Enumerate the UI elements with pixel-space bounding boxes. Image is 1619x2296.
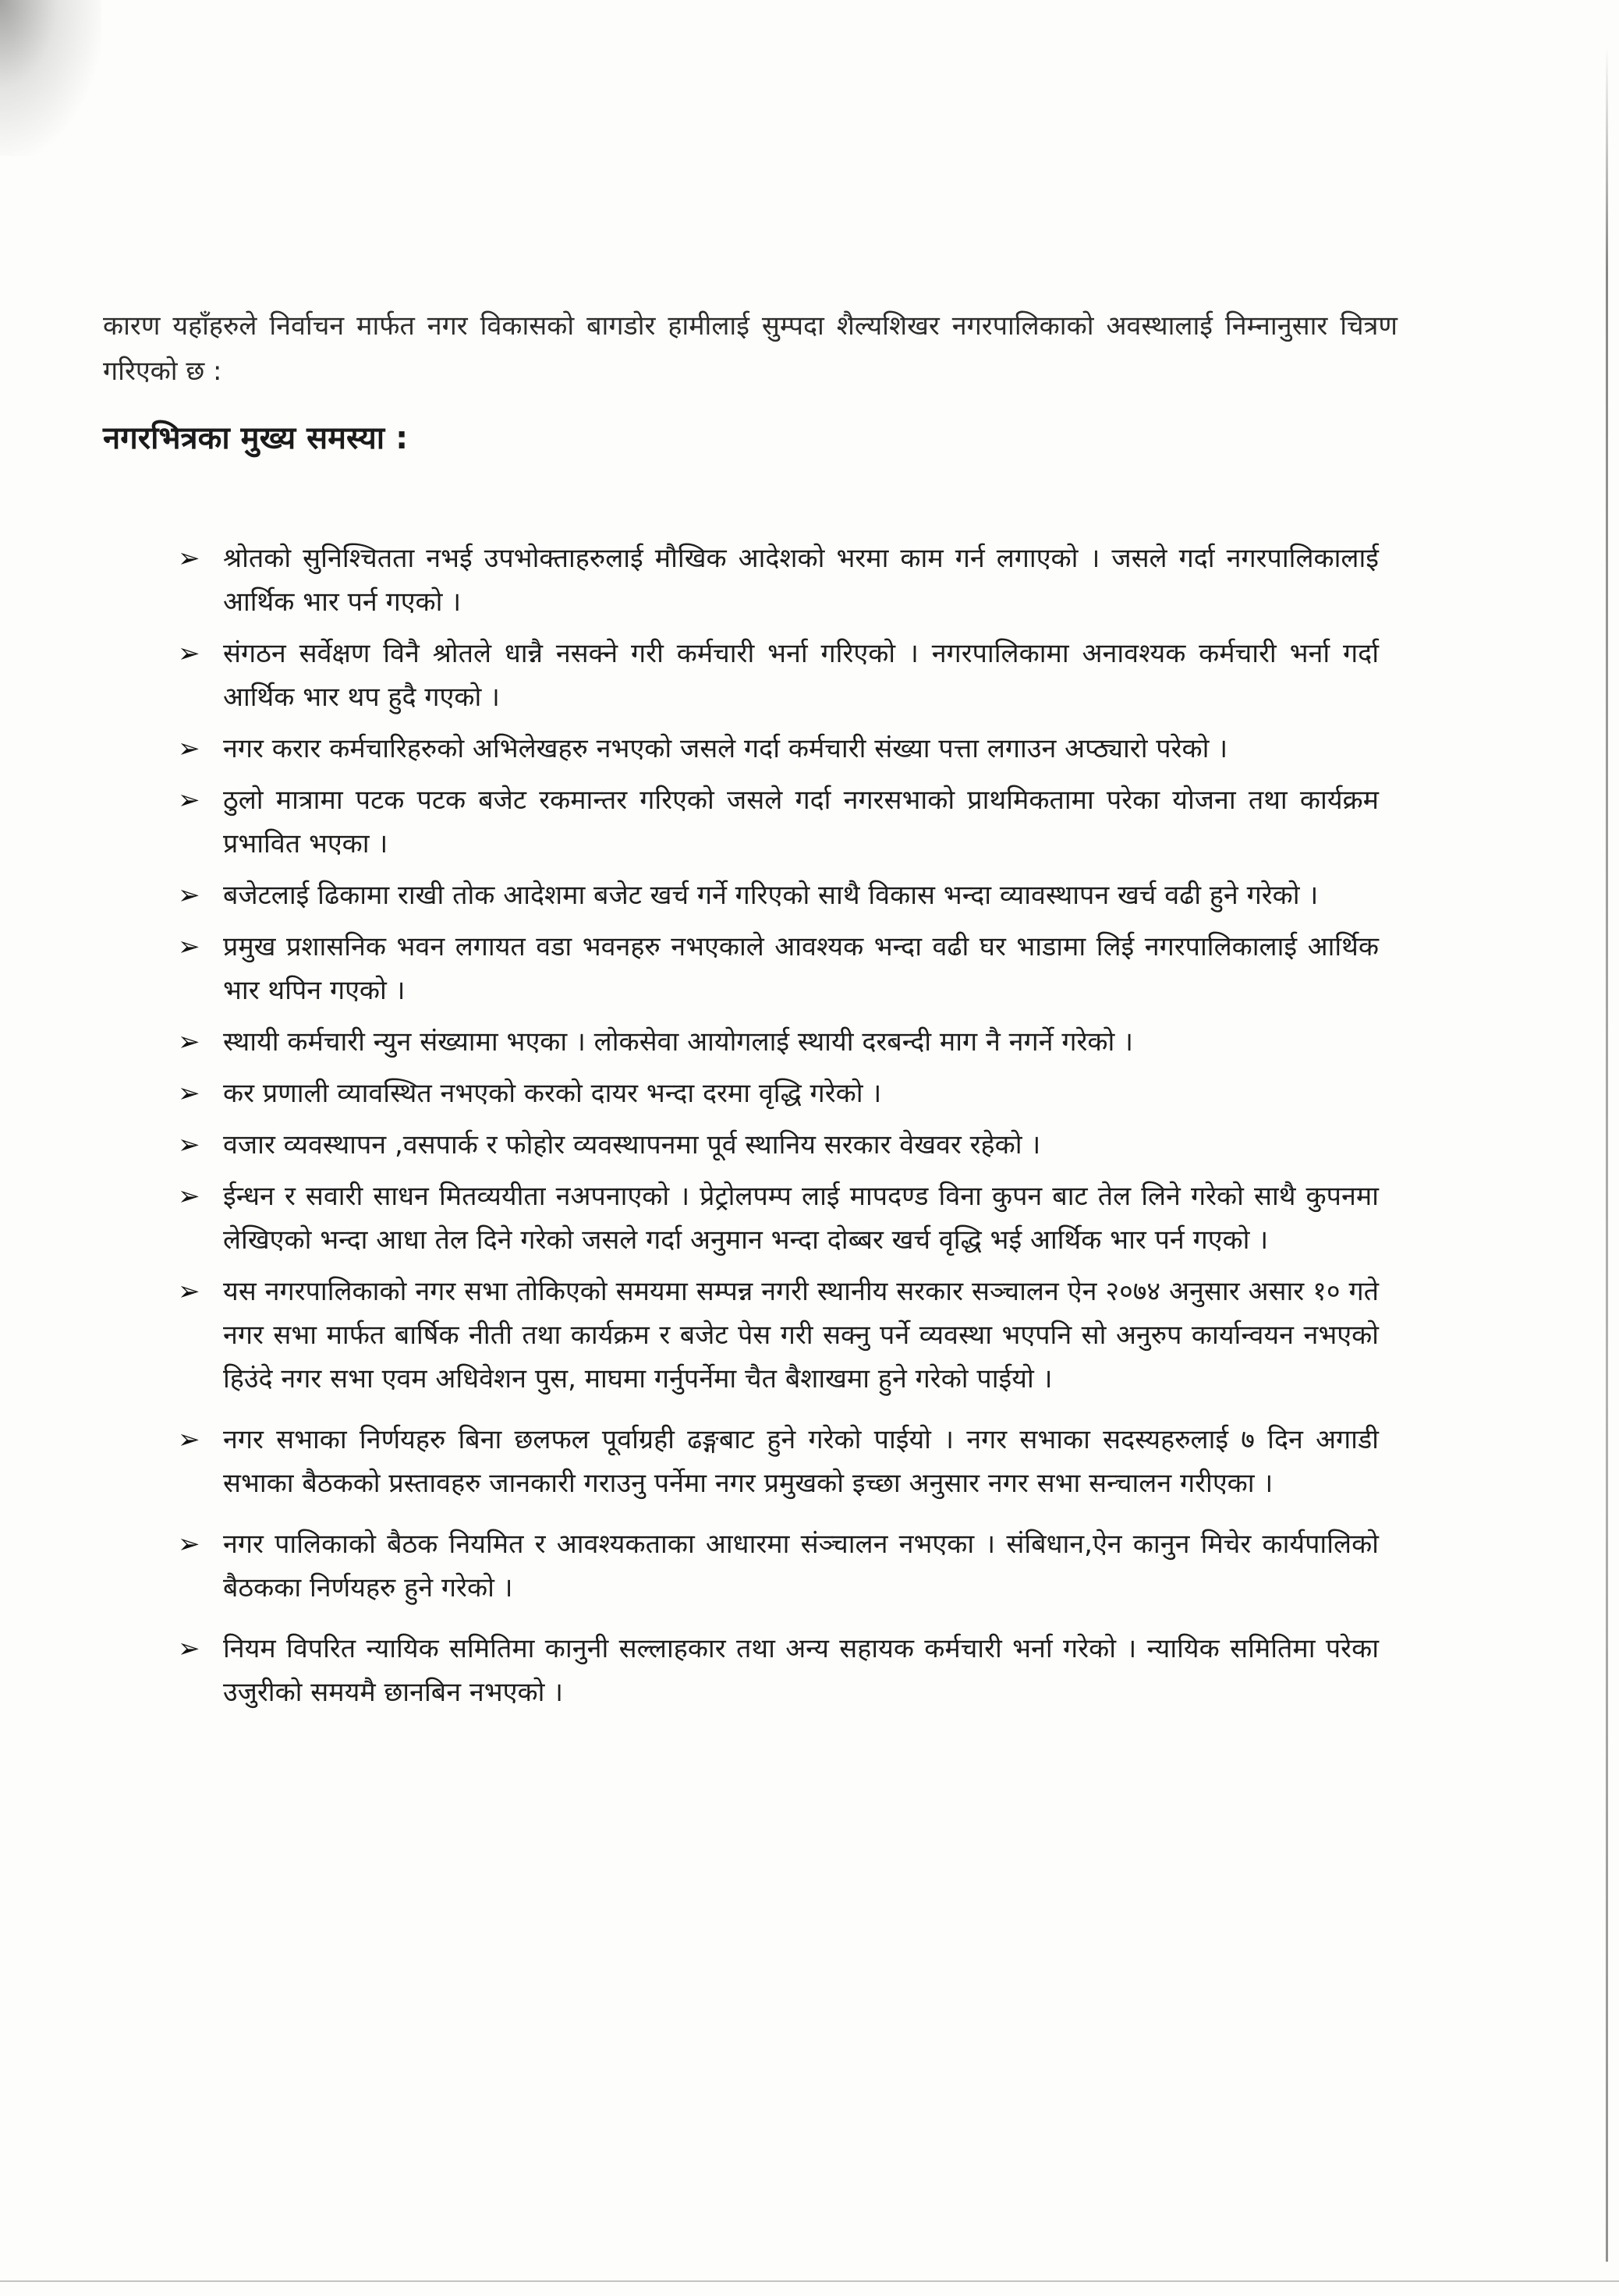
list-item-text: कर प्रणाली व्यावस्थित नभएको करको दायर भन्दा दरमा वृद्धि गरेको ।	[223, 1078, 882, 1109]
list-item-text: बजेटलाई ढिकामा राखी तोक आदेशमा बजेट खर्च गर्ने गरिएको साथै विकास भन्दा व्यावस्थापन खर्च वढी हुने गरेको ।	[223, 880, 1319, 911]
list-item	[178, 1418, 1379, 1505]
arrow-bullet-icon: ➢	[178, 1026, 200, 1058]
list-item-text: यस नगरपालिकाको नगर सभा तोकिएको समयमा सम्पन्न नगरी स्थानीय सरकार सञ्चालन ऐन २०७४ अनुसार असार १० गते नगर सभा मार्फत बार्षिक नीती तथा कार्यक्रम र बजेट पेस गरी सक्नु पर्ने व्यवस्था भएपनि सो अनुरुप कार्यान्वयन नभएको हिउंदे नगर सभा एवम अधिवेशन पुस, माघमा गर्नुपर्नेमा चैत बैशाखमा हुने गरेको पाईयो ।	[223, 1276, 1379, 1394]
arrow-bullet-icon: ➢	[178, 1181, 200, 1212]
scan-bottom-line	[0, 2280, 1619, 2282]
list-item-text: ठुलो मात्रामा पटक पटक बजेट रकमान्तर गरिएको जसले गर्दा नगरसभाको प्राथमिकतामा परेका योजना तथा कार्यक्रम प्रभावित भएका ।	[223, 785, 1379, 859]
list-item	[178, 1123, 1379, 1167]
list-item	[178, 1270, 1379, 1401]
list-item	[178, 1072, 1379, 1115]
arrow-bullet-icon: ➢	[178, 638, 200, 669]
list-item-text: स्थायी कर्मचारी न्युन संख्यामा भएका । लोकसेवा आयोगलाई स्थायी दरबन्दी माग नै नगर्ने गरेको ।	[223, 1026, 1133, 1058]
arrow-bullet-icon: ➢	[178, 880, 200, 911]
arrow-bullet-icon: ➢	[178, 543, 200, 574]
list-item	[178, 873, 1379, 917]
arrow-bullet-icon: ➢	[178, 931, 200, 962]
arrow-bullet-icon: ➢	[178, 1529, 200, 1560]
list-item-text: नगर करार कर्मचारिहरुको अभिलेखहरु नभएको जसले गर्दा कर्मचारी संख्या पत्ता लगाउन अप्ठ्यारो परेको ।	[223, 733, 1228, 764]
list-item-text: श्रोतको सुनिश्चितता नभई उपभोक्ताहरुलाई मौखिक आदेशको भरमा काम गर्न लगाएको । जसले गर्दा नगरपालिकालाई आर्थिक भार पर्न गएको ।	[223, 543, 1379, 618]
section-heading: नगरभित्रका मुख्य समस्या :	[103, 420, 409, 456]
scan-corner-smudge	[0, 0, 101, 156]
arrow-bullet-icon: ➢	[178, 1276, 200, 1307]
list-item	[178, 1175, 1379, 1262]
list-item-text: नगर सभाका निर्णयहरु बिना छलफल पूर्वाग्रही ढङ्गबाट हुने गरेको पाईयो । नगर सभाका सदस्यहरुलाई ७ दिन अगाडी सभाका बैठकको प्रस्तावहरु जानकारी गराउनु पर्नेमा नगर प्रमुखको इच्छा अनुसार नगर सभा सन्चालन गरीएका ।	[223, 1424, 1379, 1499]
arrow-bullet-icon: ➢	[178, 733, 200, 764]
list-item	[178, 925, 1379, 1012]
list-item-text: वजार व्यवस्थापन ,वसपार्क र फोहोर व्यवस्थापनमा पूर्व स्थानिय सरकार वेखवर रहेको ।	[223, 1129, 1041, 1160]
list-item	[178, 727, 1379, 771]
list-item	[178, 1627, 1379, 1714]
list-item-text: नियम विपरित न्यायिक समितिमा कानुनी सल्लाहकार तथा अन्य सहायक कर्मचारी भर्ना गरेको । न्यायिक समितिमा परेका उजुरीको समयमै छानबिन नभएको ।	[223, 1633, 1379, 1708]
list-item-text: ईन्धन र सवारी साधन मितव्ययीता नअपनाएको । प्रेट्रोलपम्प लाई मापदण्ड विना कुपन बाट तेल लिने गरेको साथै कुपनमा लेखिएको भन्दा आधा तेल दिने गरेको जसले गर्दा अनुमान भन्दा दोब्बर खर्च वृद्धि भई आर्थिक भार पर्न गएको ।	[223, 1181, 1379, 1256]
list-item	[178, 1020, 1379, 1064]
list-item	[178, 778, 1379, 866]
arrow-bullet-icon: ➢	[178, 1633, 200, 1664]
arrow-bullet-icon: ➢	[178, 1424, 200, 1455]
list-item	[178, 537, 1379, 624]
arrow-bullet-icon: ➢	[178, 1078, 200, 1109]
arrow-bullet-icon: ➢	[178, 785, 200, 816]
list-item	[178, 632, 1379, 719]
list-item-text: नगर पालिकाको बैठक नियमित र आवश्यकताका आधारमा संञ्चालन नभएका । संबिधान,ऐन कानुन मिचेर कार्यपालिको बैठकका निर्णयहरु हुने गरेको ।	[223, 1529, 1379, 1603]
problem-list	[178, 537, 1379, 1722]
scan-edge-line	[1606, 47, 1608, 2262]
list-item-text: प्रमुख प्रशासनिक भवन लगायत वडा भवनहरु नभएकाले आवश्यक भन्दा वढी घर भाडामा लिई नगरपालिकालाई आर्थिक भार थपिन गएको ।	[223, 931, 1379, 1006]
list-item	[178, 1522, 1379, 1610]
list-item-text: संगठन सर्वेक्षण विनै श्रोतले धान्नै नसक्ने गरी कर्मचारी भर्ना गरिएको । नगरपालिकामा अनावश्यक कर्मचारी भर्ना गर्दा आर्थिक भार थप हुदै गएको ।	[223, 638, 1379, 713]
intro-paragraph: कारण यहाँहरुले निर्वाचन मार्फत नगर विकासको बागडोर हामीलाई सुम्पदा शैल्यशिखर नगरपालिकाको अवस्थालाई निम्नानुसार चित्रण गरिएको छ :	[103, 310, 1398, 387]
arrow-bullet-icon: ➢	[178, 1129, 200, 1160]
